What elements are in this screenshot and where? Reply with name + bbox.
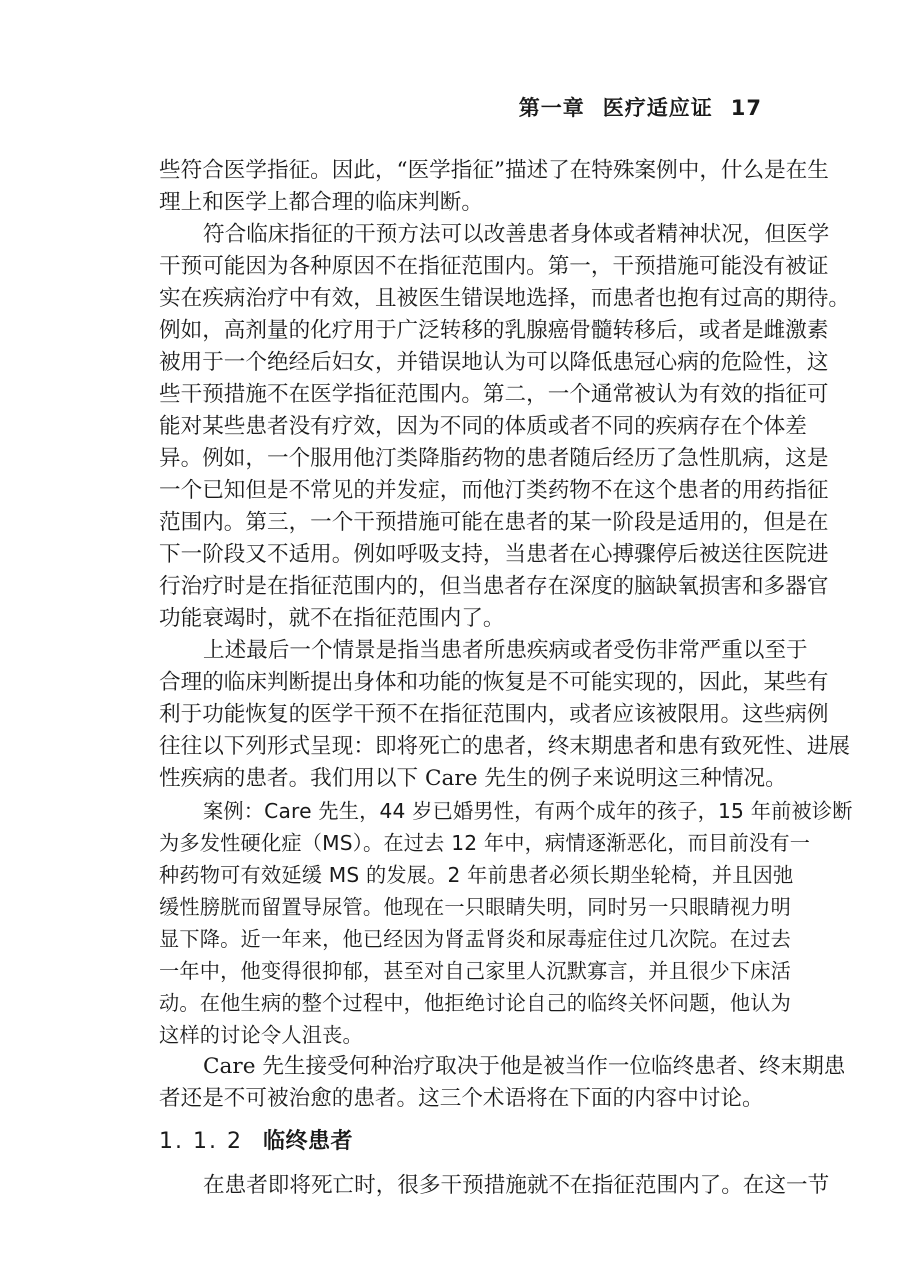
chapter-title: 医疗适应证 [602, 96, 713, 120]
paragraph-first-line: Care 先生接受何种治疗取决于他是被当作一位临终患者、终末期患 [203, 1054, 846, 1079]
text-line: 者还是不可被治愈的患者。这三个术语将在下面的内容中讨论。 [159, 1086, 764, 1111]
page-number: 17 [730, 96, 762, 120]
text-line: 例如，高剂量的化疗用于广泛转移的乳腺癌骨髓转移后，或者是雌激素 [159, 318, 829, 343]
text-line: 理上和医学上都合理的临床判断。 [159, 190, 483, 215]
text-line: 往往以下列形式呈现：即将死亡的患者，终末期患者和患有致死性、进展 [159, 734, 851, 759]
text-line: 干预可能因为各种原因不在指征范围内。第一，干预措施可能没有被证 [159, 254, 829, 279]
text-line: 异。例如，一个服用他汀类降脂药物的患者随后经历了急性肌病，这是 [159, 446, 829, 471]
text-line: 被用于一个绝经后妇女，并错误地认为可以降低患冠心病的危险性，这 [159, 350, 829, 375]
text-line: 性疾病的患者。我们用以下 Care 先生的例子来说明这三种情况。 [159, 766, 787, 791]
chapter-label: 第一章 [518, 96, 585, 120]
text-line: 利于功能恢复的医学干预不在指征范围内，或者应该被限用。这些病例 [159, 702, 829, 727]
section-title: 临终患者 [262, 1129, 353, 1154]
case-line: 种药物可有效延缓 MS 的发展。2 年前患者必须长期坐轮椅，并且因弛 [159, 863, 794, 887]
running-header [519, 92, 762, 122]
paragraph-first-line: 上述最后一个情景是指当患者所患疾病或者受伤非常严重以至于 [203, 638, 808, 663]
case-line: 为多发性硬化症（MS）。在过去 12 年中，病情逐渐恶化，而目前没有一 [159, 831, 811, 855]
text-line: 行治疗时是在指征范围内的，但当患者存在深度的脑缺氧损害和多器官 [159, 574, 829, 599]
text-line: 些干预措施不在医学指征范围内。第二，一个通常被认为有效的指征可 [159, 382, 829, 407]
case-first-line: 案例：Care 先生，44 岁已婚男性，有两个成年的孩子，15 年前被诊断 [203, 799, 853, 823]
text-line: 功能衰竭时，就不在指征范围内了。 [159, 606, 505, 631]
text-line: 实在疾病治疗中有效，且被医生错误地选择，而患者也抱有过高的期待。 [159, 286, 851, 311]
case-line: 一年中，他变得很抑郁，甚至对自己家里人沉默寡言，并且很少下床活 [159, 959, 792, 983]
case-line: 这样的讨论令人沮丧。 [159, 1023, 363, 1047]
case-line: 显下降。近一年来，他已经因为肾盂肾炎和尿毒症住过几次院。在过去 [159, 927, 792, 951]
section-number: 1. 1. 2 [159, 1129, 243, 1154]
text-line: 范围内。第三，一个干预措施可能在患者的某一阶段是适用的，但是在 [159, 510, 829, 535]
case-line: 动。在他生病的整个过程中，他拒绝讨论自己的临终关怀问题，他认为 [159, 991, 792, 1015]
text-line: 能对某些患者没有疗效，因为不同的体质或者不同的疾病存在个体差 [159, 414, 807, 439]
text-line: 下一阶段又不适用。例如呼吸支持，当患者在心搏骤停后被送往医院进 [159, 542, 829, 567]
paragraph-first-line: 符合临床指征的干预方法可以改善患者身体或者精神状况，但医学 [203, 222, 830, 247]
case-line: 缓性膀胱而留置导尿管。他现在一只眼睛失明，同时另一只眼睛视力明 [159, 895, 792, 919]
text-line: 一个已知但是不常见的并发症，而他汀类药物不在这个患者的用药指征 [159, 478, 829, 503]
text-line: 些符合医学指征。因此，“医学指征”描述了在特殊案例中，什么是在生 [159, 158, 829, 183]
paragraph-first-line: 在患者即将死亡时，很多干预措施就不在指征范围内了。在这一节 [203, 1173, 830, 1198]
section-heading [159, 1124, 353, 1155]
text-line: 合理的临床判断提出身体和功能的恢复是不可能实现的，因此，某些有 [159, 670, 829, 695]
